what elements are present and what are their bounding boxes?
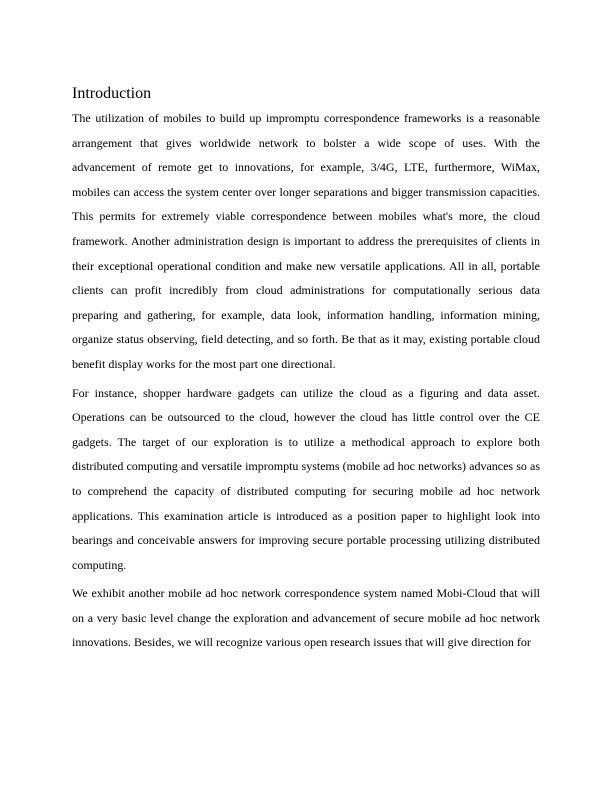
- paragraph-2: For instance, shopper hardware gadgets can utilize the cloud as a figuring and data asset. Operations can be outsourced to the cloud, however the cloud has little control over the CE gadgets. The target of our exploration is to utilize a methodical approach to explore both distributed computing and versatile impromptu systems (mobile ad hoc networks) advances so as to comprehend the capacity of distributed computing for securing mobile ad hoc network applications. This examination article is introduced as a position paper to highlight look into bearings and conceivable answers for improving secure portable processing utilizing distributed computing.: [72, 385, 540, 572]
- paragraph-3: We exhibit another mobile ad hoc network correspondence system named Mobi-Cloud that will on a very basic level change the exploration and advancement of secure mobile ad hoc network innovations. Besides, we will recognize various open research issues that will give direction for: [72, 586, 540, 650]
- paragraph-1: The utilization of mobiles to build up impromptu correspondence frameworks is a reasonable arrangement that gives worldwide network to bolster a wide scope of uses. With the advancement of remote get to innovations, for example, 3/4G, LTE, furthermore, WiMax, mobiles can access the system center over longer separations and bigger transmission capacities. This permits for extremely viable correspondence between mobiles what's more, the cloud framework. Another administration design is important to address the prerequisites of clients in their exceptional operational condition and make new versatile applications. All in all, portable clients can profit incredibly from cloud administrations for computationally serious data preparing and gathering, for example, data look, information handling, information mining, organize status observing, field detecting, and so forth. Be that as it may, existing portable cloud benefit display works for the most part one directional.: [72, 111, 540, 371]
- document-body: [72, 84, 540, 659]
- section-heading: Introduction: [72, 85, 152, 102]
